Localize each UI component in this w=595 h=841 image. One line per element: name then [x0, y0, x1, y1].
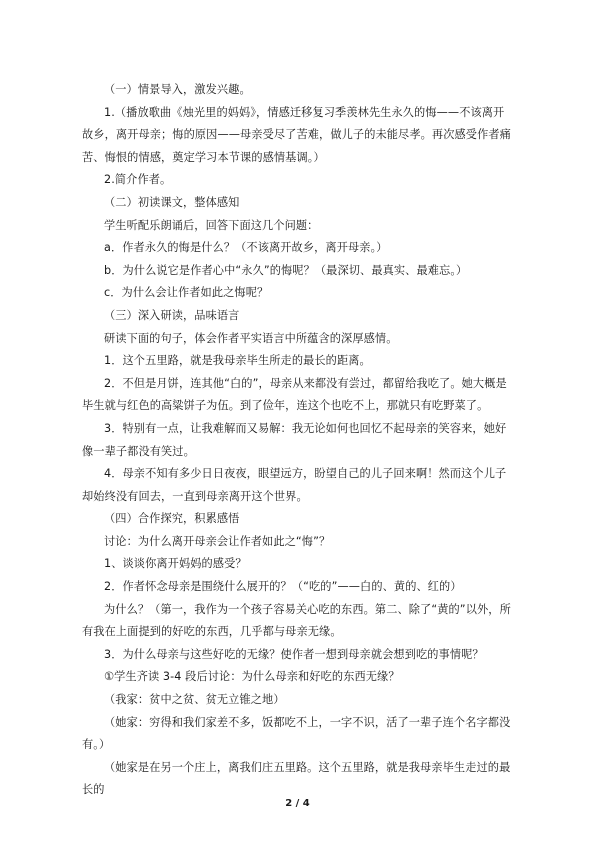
paragraph: 1.（播放歌曲《烛光里的妈妈》，情感迁移复习季羡林先生永久的悔——不该离开故乡，离开母亲；悔的原因——母亲受尽了苦难，做儿子的未能尽孝。再次感受作者痛苦、悔恨的情感，奠定学习本节课的感情基调。） — [82, 105, 511, 164]
sentence-item: 1．这个五里路，就是我母亲毕生所走的最长的距离。 — [104, 354, 371, 368]
question-item: 1、谈谈你离开妈妈的感受？ — [104, 557, 247, 571]
question-item: 3．为什么母亲与这些好吃的无缘？使作者一想到母亲就会想到吃的事情呢？ — [104, 647, 484, 661]
paragraph: 讨论：为什么离开母亲会让作者如此之“悔”？ — [104, 534, 331, 548]
section-heading: （二）初读课文，整体感知 — [104, 195, 240, 209]
page-number: 2 / 4 — [285, 798, 310, 809]
paragraph: 学生听配乐朗诵后，回答下面这几个问题： — [104, 218, 319, 232]
sentence-item: 3．特别有一点，让我难解而又易解：我无论如何也回忆不起母亲的笑容来，她好像一辈子都没有笑过。 — [82, 421, 507, 458]
section-heading: （三）深入研读，品味语言 — [104, 308, 240, 322]
paragraph: 为什么？（第一，我作为一个孩子容易关心吃的东西。第二、除了“黄的”以外，所有我在上面提到的好吃的东西，几乎都与母亲无缘。 — [82, 602, 511, 639]
sentence-item: 2．不但是月饼，连其他“白的”，母亲从来都没有尝过，都留给我吃了。她大概是毕生就与红色的高粱饼子为伍。到了俭年，连这个也吃不上，那就只有吃野菜了。 — [82, 376, 507, 413]
paragraph: 研读下面的句子，体会作者平实语言中所蕴含的深厚感情。 — [104, 331, 398, 345]
paragraph: ①学生齐读 3-4 段后讨论：为什么母亲和好吃的东西无缘？ — [104, 670, 400, 684]
question-item: b．为什么说它是作者心中“永久”的悔呢？（最深切、最真实、最难忘。） — [104, 263, 468, 277]
section-heading: （四）合作探究，积累感悟 — [104, 512, 240, 526]
question-item: c．为什么会让作者如此之悔呢？ — [104, 286, 269, 300]
document-body — [82, 79, 514, 802]
paragraph: （我家：贫中之贫、贫无立锥之地） — [104, 693, 285, 707]
section-heading: （一）情景导入，激发兴趣。 — [104, 83, 251, 96]
paragraph: 2.简介作者。 — [104, 173, 172, 187]
question-item: a．作者永久的悔是什么？（不该离开故乡，离开母亲。） — [104, 241, 388, 255]
question-item: 2．作者怀念母亲是围绕什么展开的？（“吃的”——白的、黄的、红的） — [104, 580, 462, 594]
sentence-item: 4．母亲不知有多少日日夜夜，眼望远方，盼望自己的儿子回来啊！然而这个儿子却始终没有回去，一直到母亲离开这个世界。 — [82, 467, 507, 503]
paragraph: （她家：穷得和我们家差不多，饭都吃不上，一字不识，活了一辈子连个名字都没有。） — [82, 715, 511, 752]
paragraph: （她家是在另一个庄上，离我们庄五里路。这个五里路，就是我母亲毕生走过的最长的 — [82, 760, 511, 797]
